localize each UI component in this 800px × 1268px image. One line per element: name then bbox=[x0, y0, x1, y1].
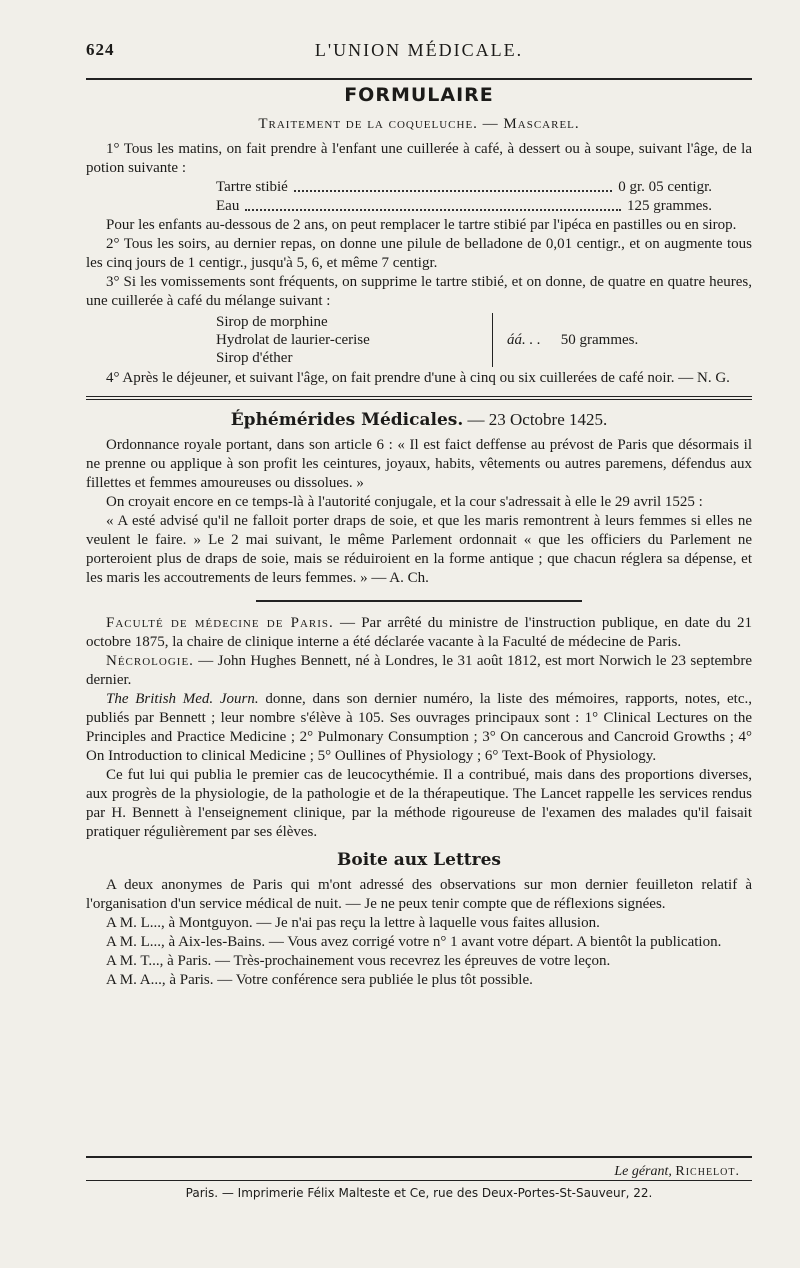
ephemerides-title: Éphémérides Médicales. bbox=[230, 410, 464, 430]
letter-item: A M. L..., à Aix-les-Bains. — Vous avez corrigé votre n° 1 avant votre départ. A bientôt la publication. bbox=[106, 934, 722, 950]
bottom-rule bbox=[86, 1156, 752, 1158]
section-rule bbox=[86, 396, 752, 400]
printer-imprint: Paris. — Imprimerie Félix Malteste et Ce, rue des Deux-Portes-St-Sauveur, 22. bbox=[185, 1186, 653, 1200]
ephemerides-heading bbox=[86, 410, 752, 430]
mixture-item: Sirop de morphine bbox=[216, 314, 328, 330]
header-rule bbox=[86, 78, 752, 80]
formulaire-paragraph: 3° Si les vomissements sont fréquents, on supprime le tartre stibié, et on donne, de quatre en quatre heures, une cuillerée à café du mélange suivant : bbox=[86, 274, 752, 309]
recipe-line bbox=[86, 178, 752, 197]
formulaire-subtitle: Traitement de la coqueluche. — Mascarel. bbox=[258, 116, 580, 132]
gerant-label: Le gérant, bbox=[614, 1164, 672, 1179]
formulaire-title: FORMULAIRE bbox=[344, 84, 494, 106]
recipe-name: Eau bbox=[216, 198, 240, 214]
mixture-item: Sirop d'éther bbox=[216, 350, 293, 366]
page-number: 624 bbox=[86, 40, 115, 59]
page-header bbox=[86, 40, 752, 70]
mixture-quantity bbox=[493, 331, 638, 350]
ephemerides-paragraph: Ordonnance royale portant, dans son article 6 : « Il est faict deffense au prévost de Paris que désormais il ne prenne ou applique à son profit les ceintures, joyaux, habits, vêtements ou autres paremens, défendus aux fillettes et femmes amoureuses ou dissolues. » bbox=[86, 437, 752, 491]
boite-title: Boite aux Lettres bbox=[337, 850, 501, 870]
dot-leader bbox=[294, 178, 612, 192]
running-title: L'UNION MÉDICALE. bbox=[314, 40, 524, 60]
letter-item: A deux anonymes de Paris qui m'ont adressé des observations sur mon dernier feuilleton relatif à l'organisation d'un service médical de nuit. — Je ne peux tenir compte que de réflexions signées. bbox=[86, 877, 752, 912]
mixture-ingredients bbox=[216, 313, 493, 367]
formulaire-paragraph: 2° Tous les soirs, au dernier repas, on donne une pilule de belladone de 0,01 centigr., et on augmente tous les cinq jours de 1 centigr., jusqu'à 5, 6, et même 7 centigr. bbox=[86, 236, 752, 271]
recipe-qty: 125 grammes. bbox=[627, 198, 712, 214]
news-text: — John Hughes Bennett, né à Londres, le 31 août 1812, est mort Norwich le 23 septembre dernier. bbox=[86, 653, 752, 688]
news-label: Nécrologie. bbox=[106, 653, 194, 669]
formulaire-paragraph: Pour les enfants au-dessous de 2 ans, on peut remplacer le tartre stibié par l'ipéca en pastilles ou en sirop. bbox=[106, 217, 737, 233]
mixture-item: Hydrolat de laurier-cerise bbox=[216, 332, 370, 348]
ephemerides-date: — 23 Octobre 1425. bbox=[467, 410, 608, 429]
formulaire-paragraph: 4° Après le déjeuner, et suivant l'âge, on fait prendre d'une à cinq ou six cuillerées de café noir. — N. G. bbox=[106, 370, 730, 386]
recipe-qty: 0 gr. 05 centigr. bbox=[618, 179, 712, 195]
letter-item: A M. T..., à Paris. — Très-prochainement vous recevrez les épreuves de votre leçon. bbox=[106, 953, 611, 969]
news-paragraph bbox=[86, 652, 752, 690]
gerant-name: Richelot. bbox=[675, 1164, 740, 1179]
news-paragraph bbox=[86, 690, 752, 766]
journal-title: The British Med. Journ. bbox=[106, 691, 259, 707]
ephemerides-paragraph: On croyait encore en ce temps-là à l'autorité conjugale, et la cour s'adressait à elle le 29 avril 1525 : bbox=[106, 494, 703, 510]
letter-item: A M. L..., à Montguyon. — Je n'ai pas reçu la lettre à laquelle vous faites allusion. bbox=[106, 915, 600, 931]
mixture-aa: áá. . . bbox=[507, 331, 541, 348]
dot-leader bbox=[245, 197, 621, 211]
page-content bbox=[86, 84, 752, 990]
short-rule bbox=[256, 600, 582, 602]
news-text: — Par arrêté du ministre de l'instruction publique, en date du 21 octobre 1875, la chaire de clinique interne a été déclarée vacante à la Faculté de médecine de Paris. bbox=[86, 615, 753, 650]
news-text: donne, dans son dernier numéro, la liste des mémoires, rapports, notes, etc., publiés par Bennett ; leur nombre s'élève à 105. Ses ouvrages principaux sont : 1° Clinical Lectures on the Principles and Practice Medicine ; 2° Pulmonary Consumption ; 3° On cancerous and Cancroid Growths ; 4° On Introduction to clinical Medicine ; 5° Oullines of Physiology ; 6° Text-Book of Physiology. bbox=[86, 691, 752, 764]
recipe-line bbox=[86, 197, 752, 216]
formulaire-paragraph: 1° Tous les matins, on fait prendre à l'enfant une cuillerée à café, à dessert ou à soupe, suivant l'âge, de la potion suivante : bbox=[86, 141, 752, 176]
letter-item: A M. A..., à Paris. — Votre conférence sera publiée le plus tôt possible. bbox=[106, 972, 533, 988]
news-paragraph bbox=[86, 614, 752, 652]
news-paragraph: Ce fut lui qui publia le premier cas de leucocythémie. Il a contribué, mais dans des proportions diverses, aux progrès de la physiologie, de la pathologie et de la thérapeutique. The Lancet rappelle les services rendus par H. Bennett à l'enseignement clinique, par la méthode rigoureuse de l'examen des malades qu'il faisait pratiquer régulièrement par ses élèves. bbox=[86, 767, 752, 840]
mixture-recipe bbox=[86, 313, 752, 367]
news-label: Faculté de médecine de Paris. bbox=[106, 615, 334, 631]
footer-rule bbox=[86, 1180, 752, 1181]
recipe-name: Tartre stibié bbox=[216, 179, 288, 195]
ephemerides-paragraph: « A esté advisé qu'il ne falloit porter draps de soie, et que les maris remontrent à leurs femmes si elles ne veulent le faire. » Le 2 mai suivant, le même Parlement ordonnait « que les officiers du Parlement ne porteroient plus de draps de soie, mais se réduiroient en la forme antique ; que chacun réglera sa dépense, et les maris les accoutrements de leurs femmes. » — A. Ch. bbox=[86, 513, 752, 586]
gerant-signature bbox=[614, 1164, 740, 1180]
boite-heading bbox=[86, 850, 752, 870]
mixture-qty: 50 grammes. bbox=[560, 331, 639, 348]
